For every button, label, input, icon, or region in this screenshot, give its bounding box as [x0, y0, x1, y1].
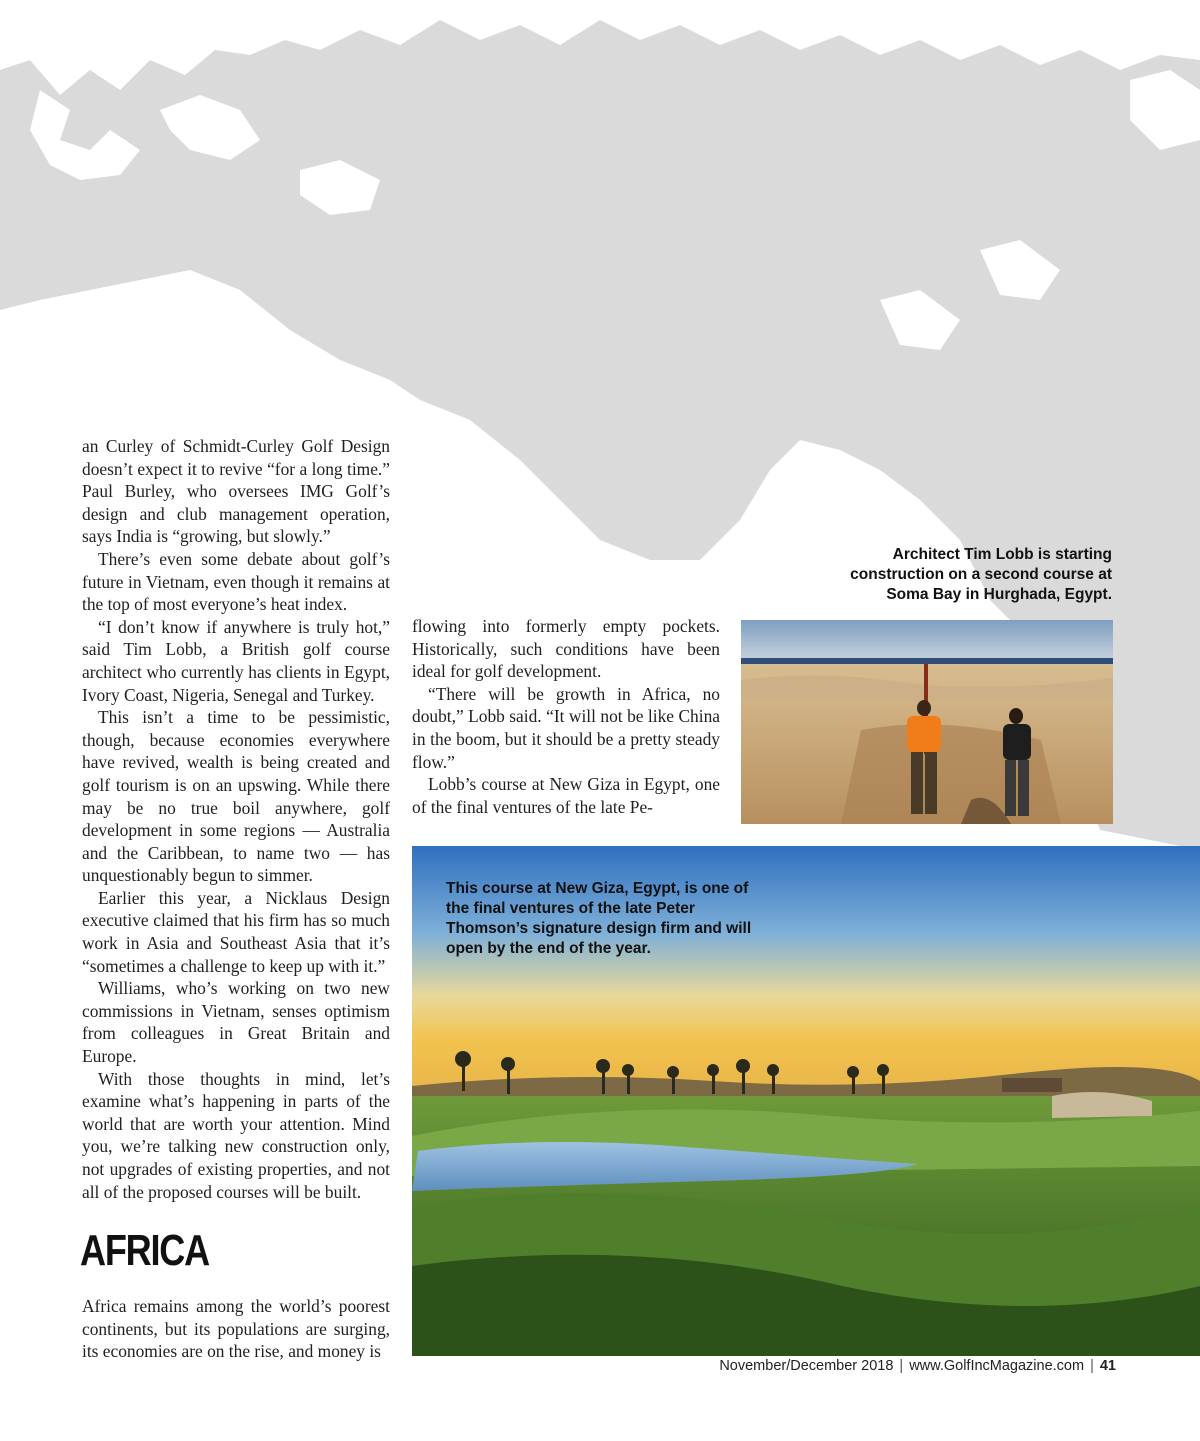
website-link[interactable]: www.GolfIncMagazine.com	[909, 1358, 1085, 1374]
footer-separator: |	[1090, 1358, 1094, 1374]
footer-separator: |	[899, 1358, 904, 1374]
section-heading-africa: AFRICA	[80, 1226, 209, 1275]
construction-site-photo	[741, 620, 1113, 824]
paragraph: “There will be growth in Africa, no doubt,” Lobb said. “It will not be like China in the boom, but it should be a pretty steady flow.”	[412, 683, 720, 772]
paragraph: flowing into formerly empty pockets. Historically, such conditions have been ideal for golf development.	[412, 616, 720, 682]
middle-text-column	[412, 615, 720, 818]
issue-date: November/December 2018	[719, 1358, 894, 1374]
photo-caption-bottom: This course at New Giza, Egypt, is one of the final ventures of the late Peter Thomson’s signature design firm and will open by the end of the year.	[446, 880, 752, 957]
paragraph: This isn’t a time to be pessimistic, though, because economies everywhere have revived, wealth is being created and golf tourism is on an upswing. While there may be no true boil anywhere, golf development in some regions — Australia and the Caribbean, to name two — has unquestionably begun to simmer.	[82, 707, 390, 886]
page-footer	[719, 1358, 1116, 1374]
paragraph: “I don’t know if anywhere is truly hot,” said Tim Lobb, a British golf course architect who currently has clients in Egypt, Ivory Coast, Nigeria, Senegal and Turkey.	[82, 616, 390, 705]
left-text-column	[82, 435, 390, 1203]
africa-intro-column	[82, 1295, 390, 1363]
paragraph: Lobb’s course at New Giza in Egypt, one of the final ventures of the late Pe-	[412, 774, 720, 817]
paragraph: With those thoughts in mind, let’s examine what’s happening in parts of the world that are worth your attention. Mind you, we’re talking new construction only, not upgrades of existing properties, and not all of the proposed courses will be built.	[82, 1068, 390, 1202]
paragraph: an Curley of Schmidt-Curley Golf Design doesn’t expect it to revive “for a long time.” Paul Burley, who oversees IMG Golf’s design and club management operation, says India is “growing, but slowly.”	[82, 436, 390, 547]
page-number: 41	[1099, 1358, 1116, 1374]
paragraph: Earlier this year, a Nicklaus Design executive claimed that his firm has so much work in Asia and Southeast Asia that it’s “sometimes a challenge to keep up with it.”	[82, 887, 390, 976]
paragraph: Williams, who’s working on two new commissions in Vietnam, senses optimism from colleagues in Great Britain and Europe.	[82, 978, 390, 1067]
paragraph: Africa remains among the world’s poorest continents, but its populations are surging, its economies are on the rise, and money is	[82, 1296, 390, 1362]
photo-caption-top: Architect Tim Lobb is starting construction on a second course at Soma Bay in Hurghada, Egypt.	[850, 546, 1112, 603]
paragraph: There’s even some debate about golf’s future in Vietnam, even though it remains at the top of most everyone’s heat index.	[82, 548, 390, 615]
